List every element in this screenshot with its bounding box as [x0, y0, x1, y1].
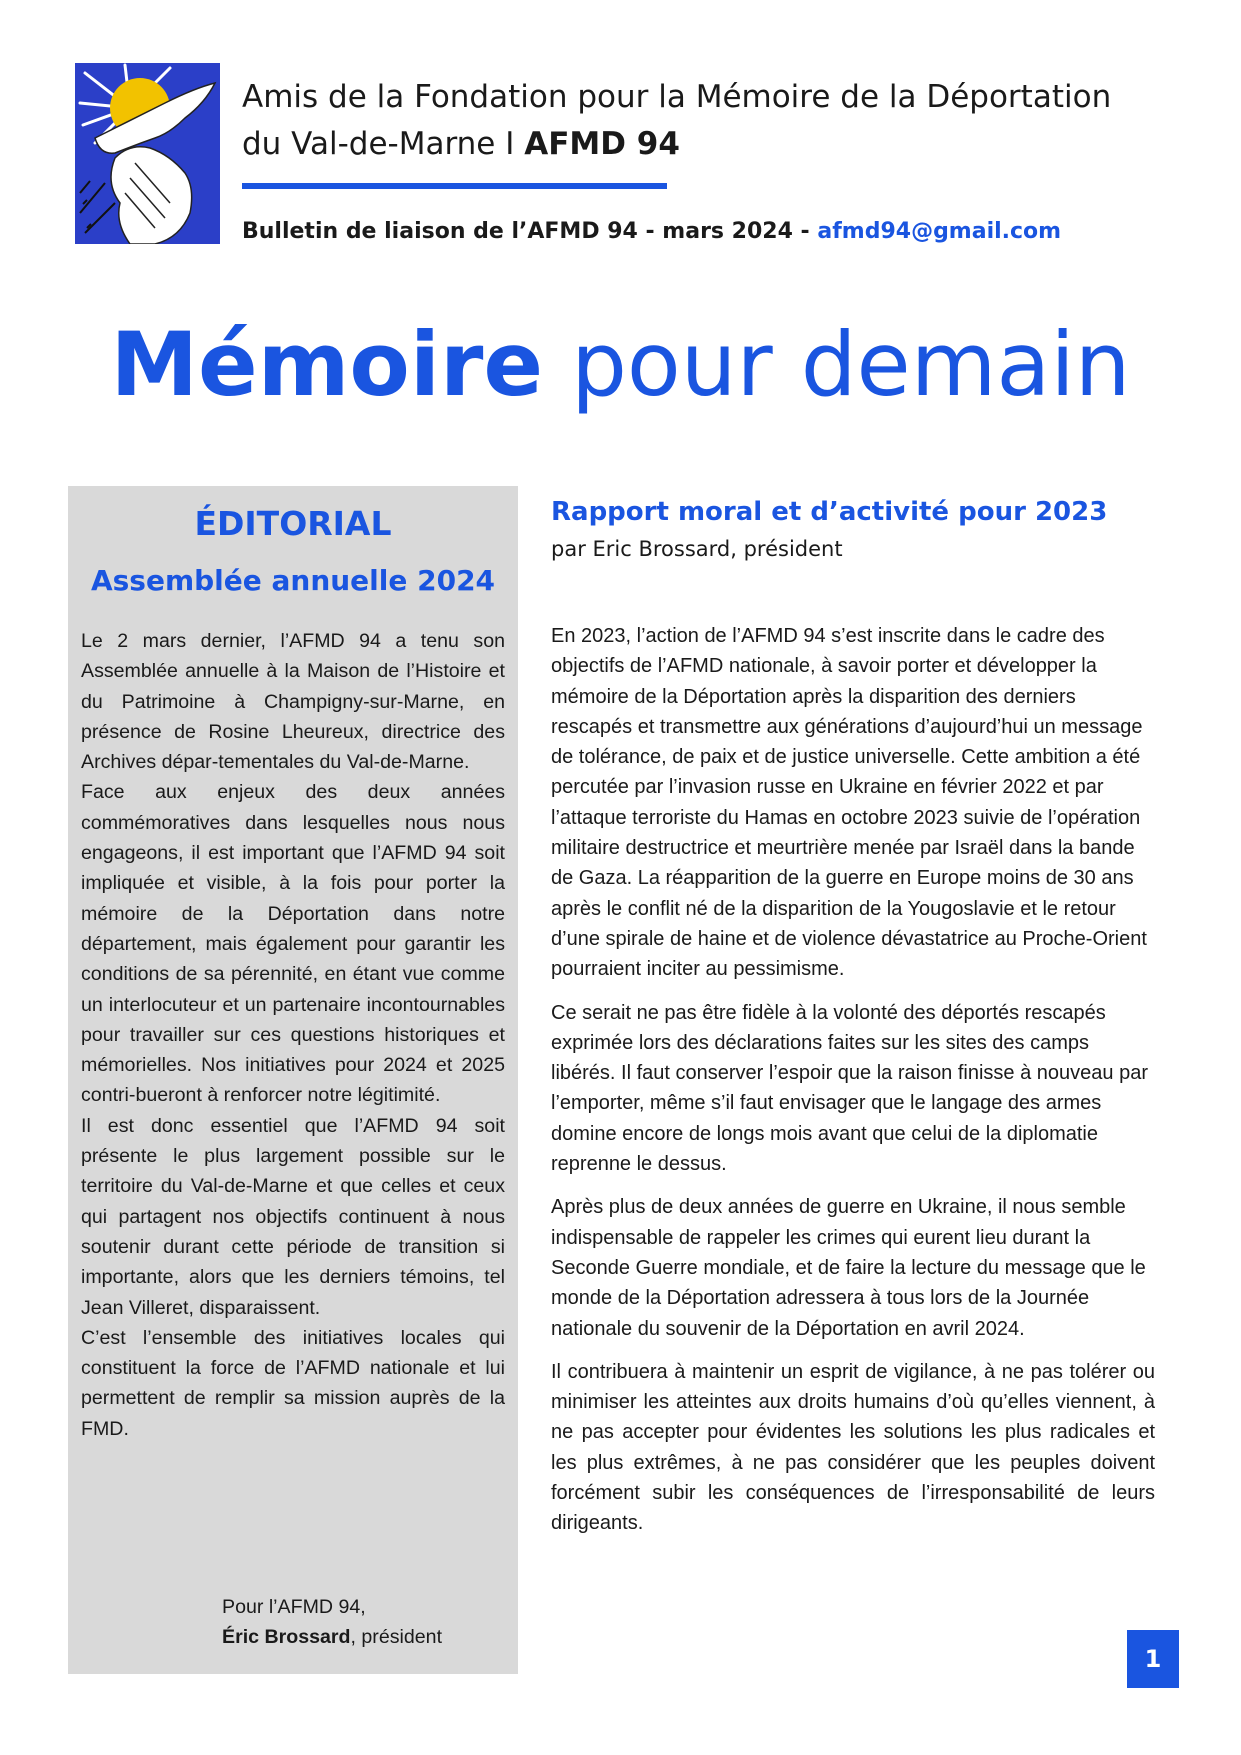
signature-author [222, 1622, 442, 1652]
bulletin-line [242, 219, 1061, 244]
hands-dove-icon [75, 63, 220, 244]
editorial-heading: ÉDITORIAL [194, 504, 392, 543]
editorial-box [68, 486, 518, 1674]
editorial-body [81, 626, 505, 1444]
header-divider [242, 183, 667, 189]
bulletin-text: Bulletin de liaison de l’AFMD 94 - mars 2024 - [242, 219, 818, 244]
afmd-logo [75, 63, 220, 244]
article-paragraph: Après plus de deux années de guerre en Ukraine, il nous semble indispensable de rappeler les crimes qui eurent lieu durant la Seconde Guerre mondiale, et de faire la lecture du message que le monde de la Déportation adressera à tous lors de la Journée nationale du souvenir de la Déportation en avril 2024. [551, 1196, 1146, 1340]
article-paragraph: Il contribuera à maintenir un esprit de vigilance, à ne pas tolérer ou minimiser les atteintes aux droits humains d’où qu’elles viennent, à ne pas accepter pour évidentes les solutions les plus radicales et les plus extrêmes, à ne pas considérer que les peuples doivent forcément subir les conséquences de l’irresponsabilité de leurs dirigeants. [551, 1360, 1155, 1535]
article-paragraph: En 2023, l’action de l’AFMD 94 s’est inscrite dans le cadre des objectifs de l’AFMD nationale, à savoir porter et développer la mémoire de la Déportation après la disparition des derniers rescapés et transmettre aux générations d’aujourd’hui un message de tolérance, de paix et de justice universelle. Cette ambition a été percutée par l’invasion russe en Ukraine en février 2022 et par l’attaque terroriste du Hamas en octobre 2023 suivie de l’opération militaire destructrice et meurtrière menée par Israël dans la bande de Gaza. La réapparition de la guerre en Europe moins de 30 ans après le conflit né de la disparition de la Yougoslavie et le retour d’une spirale de haine et de violence dévastatrice au Proche-Orient pourraient inciter au pessimisme. [551, 625, 1147, 981]
article-body [551, 621, 1155, 1552]
editorial-paragraph: Il est donc essentiel que l’AFMD 94 soit présente le plus largement possible sur le territoire du Val-de-Marne et que celles et ceux qui partagent nos objectifs continuent à nous soutenir durant cette période de transition si importante, alors que les derniers témoins, tel Jean Villeret, disparaissent. [81, 1114, 505, 1319]
org-name-line2-prefix: du Val-de-Marne I [242, 126, 525, 162]
page-title [0, 310, 1241, 420]
org-name-line1: Amis de la Fondation pour la Mémoire de la Déportation [242, 79, 1112, 115]
page-title-bold: Mémoire [110, 313, 544, 416]
editorial-paragraph: Le 2 mars dernier, l’AFMD 94 a tenu son Assemblée annuelle à la Maison de l’Histoire et du Patrimoine à Champigny-sur-Marne, en présence de Rosine Lheureux, directrice des Archives dépar-tementales du Val-de-Marne. [81, 630, 505, 774]
article-paragraph: Ce serait ne pas être fidèle à la volonté des déportés rescapés exprimée lors des déclarations faites sur les sites des camps libérés. Il faut conserver l’espoir que la raison finisse à nouveau par l’emporter, même s’il faut envisager que le langage des armes domine encore de longs mois avant que celui de la diplomatie reprenne le dessus. [551, 1001, 1148, 1176]
signature-name: Éric Brossard [222, 1626, 351, 1649]
article-title: Rapport moral et d’activité pour 2023 [551, 497, 1108, 527]
page-title-rest: pour demain [543, 313, 1131, 416]
organization-name [242, 74, 1142, 168]
article-byline: par Eric Brossard, président [551, 537, 843, 561]
signature-line: Pour l’AFMD 94, [222, 1596, 366, 1618]
org-acronym: AFMD 94 [524, 126, 680, 162]
editorial-paragraph: Face aux enjeux des deux années commémoratives dans lesquelles nous nous engageons, il est important que l’AFMD 94 soit impliquée et visible, à la fois pour porter la mémoire de la Déportation dans notre département, mais également pour garantir les conditions de sa pérennité, en étant vue comme un interlocuteur et un partenaire incontournables pour travailler sur ces questions historiques et mémorielles. Nos initiatives pour 2024 et 2025 contri-bueront à renforcer notre légitimité. [81, 781, 505, 1107]
page-number: 1 [1127, 1630, 1179, 1688]
signature-role: , président [350, 1626, 443, 1649]
editorial-signature [222, 1592, 442, 1653]
editorial-paragraph: C’est l’ensemble des initiatives locales qui constituent la force de l’AFMD nationale et lui permettent de remplir sa mission auprès de la FMD. [81, 1326, 505, 1440]
editorial-subheading: Assemblée annuelle 2024 [90, 564, 496, 597]
org-name-line2 [242, 121, 1142, 168]
email-link[interactable]: afmd94@gmail.com [817, 219, 1062, 244]
